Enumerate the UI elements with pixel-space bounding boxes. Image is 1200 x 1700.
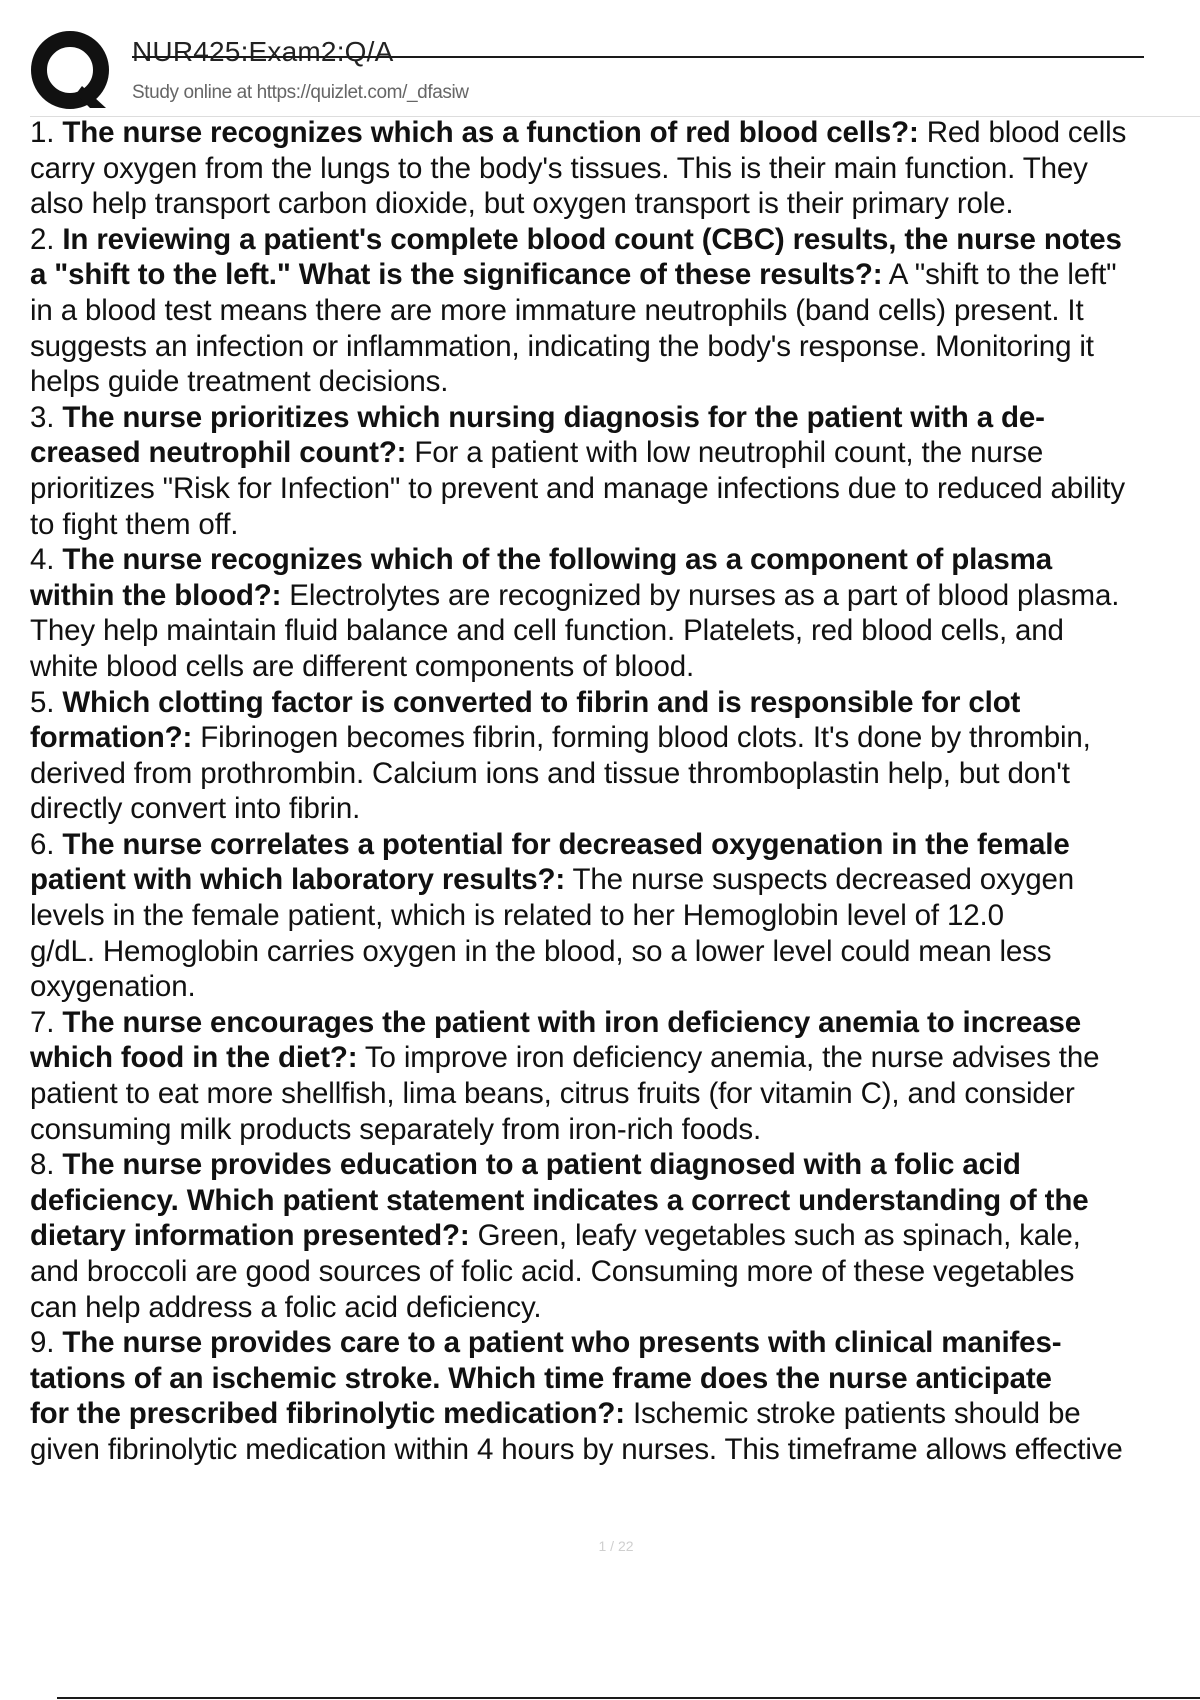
answer-text: can help address a folic acid deficiency. (30, 1290, 542, 1324)
qa-line (30, 649, 1200, 685)
answer-text: The nurse suspects decreased oxygen (565, 863, 1075, 897)
question-number: 5. (30, 685, 63, 719)
question-text: In reviewing a patient's complete blood count (CBC) results, the nurse notes (62, 222, 1122, 256)
question-number: 7. (30, 1005, 63, 1039)
qa-item (30, 827, 1200, 1005)
question-text: The nurse provides care to a patient who presents with clinical manifes- (62, 1326, 1062, 1360)
qa-line (30, 1432, 1200, 1468)
qa-line (30, 329, 1200, 365)
question-text: Which clotting factor is converted to fibrin and is responsible for clot (62, 685, 1021, 719)
qa-line (30, 1147, 1200, 1183)
question-text: The nurse provides education to a patient diagnosed with a folic acid (62, 1148, 1021, 1182)
answer-text: in a blood test means there are more immature neutrophils (band cells) present. It (30, 293, 1084, 327)
answer-text: derived from prothrombin. Calcium ions and tissue thromboplastin help, but don't (30, 756, 1070, 790)
qa-item (30, 400, 1200, 542)
question-text: for the prescribed fibrinolytic medication?: (30, 1397, 625, 1431)
qa-line (30, 1112, 1200, 1148)
footer-divider (57, 1697, 1200, 1699)
qa-line (30, 969, 1200, 1005)
qa-item (30, 1005, 1200, 1147)
answer-text: For a patient with low neutrophil count, the nurse (406, 436, 1044, 470)
answer-text: and broccoli are good sources of folic acid. Consuming more of these vegetables (30, 1255, 1075, 1288)
answer-text: They help maintain fluid balance and cell function. Platelets, red blood cells, and (30, 614, 1064, 648)
question-number: 3. (30, 400, 63, 434)
question-text: The nurse recognizes which of the following as a component of plasma (62, 543, 1053, 577)
qa-line (30, 898, 1200, 934)
qa-line (30, 435, 1200, 471)
title-underline (132, 56, 1144, 58)
answer-text: Red blood cells (918, 116, 1127, 149)
question-number: 6. (30, 827, 63, 861)
answer-text: Ischemic stroke patients should be (624, 1397, 1081, 1431)
answer-text: Fibrinogen becomes fibrin, forming blood clots. It's done by thrombin, (192, 721, 1091, 755)
answer-text: To improve iron deficiency anemia, the nurse advises the (357, 1041, 1100, 1075)
qa-line (30, 1325, 1200, 1361)
answer-text: suggests an infection or inflammation, indicating the body's response. Monitoring it (30, 329, 1094, 363)
question-text: creased neutrophil count?: (30, 436, 407, 470)
qa-line (30, 862, 1200, 898)
qa-line (30, 1254, 1200, 1290)
qa-line (30, 115, 1200, 151)
question-text: The nurse recognizes which as a function of red blood cells?: (62, 116, 919, 149)
qa-line (30, 257, 1200, 293)
qa-item (30, 542, 1200, 684)
qa-line (30, 507, 1200, 543)
question-number: 1. (30, 116, 63, 149)
question-text: deficiency. Which patient statement indicates a correct understanding of the (30, 1183, 1089, 1217)
question-text: The nurse encourages the patient with iron deficiency anemia to increase (62, 1005, 1082, 1039)
question-text: within the blood?: (30, 578, 282, 612)
answer-text: directly convert into fibrin. (30, 792, 361, 826)
answer-text: also help transport carbon dioxide, but oxygen transport is their primary role. (30, 187, 1014, 221)
question-text: The nurse correlates a potential for decreased oxygenation in the female (62, 827, 1070, 861)
question-number: 2. (30, 222, 63, 256)
answer-text: prioritizes "Risk for Infection" to prevent and manage infections due to reduced ability (30, 471, 1125, 505)
qa-line (30, 186, 1200, 222)
qa-line (30, 1040, 1200, 1076)
question-text: dietary information presented?: (30, 1219, 470, 1253)
question-text: which food in the diet?: (30, 1041, 358, 1075)
qa-line (30, 578, 1200, 614)
question-number: 9. (30, 1326, 63, 1360)
qa-line (30, 400, 1200, 436)
qa-line (30, 1183, 1200, 1219)
study-online-link[interactable]: Study online at https://quizlet.com/_dfasiw (132, 82, 469, 103)
question-text: patient with which laboratory results?: (30, 863, 566, 897)
qa-line (30, 151, 1200, 187)
question-text: a "shift to the left." What is the significance of these results?: (30, 258, 883, 292)
qa-line (30, 934, 1200, 970)
qa-line (30, 1290, 1200, 1326)
qa-item (30, 1147, 1200, 1325)
answer-text: consuming milk products separately from iron-rich foods. (30, 1112, 762, 1146)
qa-line (30, 471, 1200, 507)
qa-item (30, 222, 1200, 400)
question-number: 8. (30, 1148, 63, 1182)
qa-line (30, 827, 1200, 863)
answer-text: given fibrinolytic medication within 4 hours by nurses. This timeframe allows effective (30, 1432, 1123, 1466)
qa-line (30, 1361, 1200, 1397)
qa-line (30, 720, 1200, 756)
answer-text: Green, leafy vegetables such as spinach, kale, (469, 1219, 1081, 1253)
qa-item (30, 1325, 1200, 1467)
question-number: 4. (30, 543, 63, 577)
qa-line (30, 685, 1200, 721)
qa-line (30, 364, 1200, 400)
qa-line (30, 1076, 1200, 1112)
qa-line (30, 222, 1200, 258)
quizlet-logo-icon (30, 30, 114, 114)
qa-line (30, 1396, 1200, 1432)
question-text: formation?: (30, 721, 193, 755)
answer-text: carry oxygen from the lungs to the body's tissues. This is their main function. They (30, 151, 1088, 185)
page-number: 1 / 22 (598, 1538, 634, 1554)
question-text: The nurse prioritizes which nursing diagnosis for the patient with a de- (62, 400, 1045, 434)
qa-line (30, 791, 1200, 827)
answer-text: helps guide treatment decisions. (30, 365, 449, 399)
qa-line (30, 613, 1200, 649)
qa-line (30, 756, 1200, 792)
answer-text: patient to eat more shellfish, lima beans, citrus fruits (for vitamin C), and consider (30, 1077, 1075, 1111)
answer-text: A "shift to the left" (882, 258, 1117, 292)
answer-text: g/dL. Hemoglobin carries oxygen in the blood, so a lower level could mean less (30, 934, 1052, 968)
answer-text: oxygenation. (30, 970, 196, 1004)
qa-item (30, 115, 1200, 222)
answer-text: Electrolytes are recognized by nurses as a part of blood plasma. (281, 578, 1120, 612)
document-title: NUR425:Exam2:Q/A (132, 36, 394, 67)
question-text: tations of an ischemic stroke. Which time frame does the nurse anticipate (30, 1361, 1052, 1395)
answer-text: to fight them off. (30, 507, 239, 541)
answer-text: levels in the female patient, which is related to her Hemoglobin level of 12.0 (30, 899, 1004, 933)
answer-text: white blood cells are different components of blood. (30, 649, 695, 683)
qa-line (30, 542, 1200, 578)
qa-line (30, 1005, 1200, 1041)
qa-line (30, 293, 1200, 329)
qa-list (30, 115, 1200, 1468)
qa-line (30, 1218, 1200, 1254)
qa-item (30, 685, 1200, 827)
